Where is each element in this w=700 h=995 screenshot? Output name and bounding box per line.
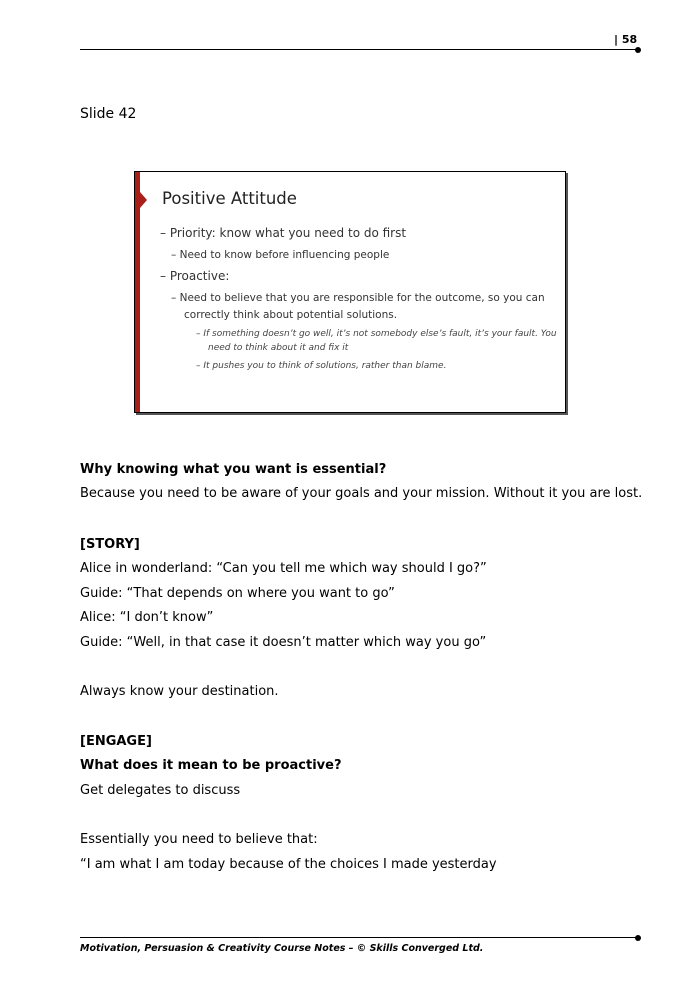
- slide-bullet: need to think about it and fix it: [208, 343, 349, 353]
- story-line: Guide: “Well, in that case it doesn’t matter which way you go”: [80, 635, 487, 650]
- footer-text: Motivation, Persuasion & Creativity Course Notes – © Skills Converged Ltd.: [80, 943, 484, 954]
- story-line: Alice: “I don’t know”: [80, 610, 214, 625]
- slide-thumbnail: [134, 171, 566, 413]
- slide-bullet: – If something doesn’t go well, it’s not somebody else’s fault, it’s your fault. You: [196, 329, 557, 339]
- question-heading: Why knowing what you want is essential?: [80, 462, 387, 477]
- rule-dot: [635, 935, 641, 941]
- slide-bullet: – Need to know before influencing people: [171, 249, 390, 261]
- answer-text: Because you need to be aware of your goals and your mission. Without it you are lost.: [80, 486, 643, 501]
- belief-quote: “I am what I am today because of the choices I made yesterday: [80, 857, 497, 872]
- slide-title: Positive Attitude: [162, 189, 297, 208]
- slide-bullet: – Proactive:: [160, 269, 230, 283]
- engage-tag: [ENGAGE]: [80, 734, 152, 749]
- header-rule: [80, 49, 637, 50]
- story-tag: [STORY]: [80, 537, 140, 552]
- engage-question: What does it mean to be proactive?: [80, 758, 342, 773]
- slide-bullet: – Priority: know what you need to do first: [160, 226, 407, 240]
- destination-text: Always know your destination.: [80, 684, 279, 699]
- slide-bullet: – It pushes you to think of solutions, rather than blame.: [196, 361, 447, 371]
- footer-rule: [80, 937, 637, 938]
- belief-intro: Essentially you need to believe that:: [80, 832, 318, 847]
- slide-label: Slide 42: [80, 106, 137, 122]
- slide-accent-bar: [135, 172, 140, 412]
- slide-title-arrow: [140, 192, 147, 208]
- page-number: | 58: [614, 33, 638, 46]
- story-line: Alice in wonderland: “Can you tell me which way should I go?”: [80, 561, 487, 576]
- engage-instruction: Get delegates to discuss: [80, 783, 241, 798]
- rule-dot: [635, 47, 641, 53]
- slide-bullet: – Need to believe that you are responsible for the outcome, so you can: [171, 292, 545, 304]
- slide-bullet: correctly think about potential solutions.: [184, 309, 398, 321]
- story-line: Guide: “That depends on where you want to go”: [80, 586, 395, 601]
